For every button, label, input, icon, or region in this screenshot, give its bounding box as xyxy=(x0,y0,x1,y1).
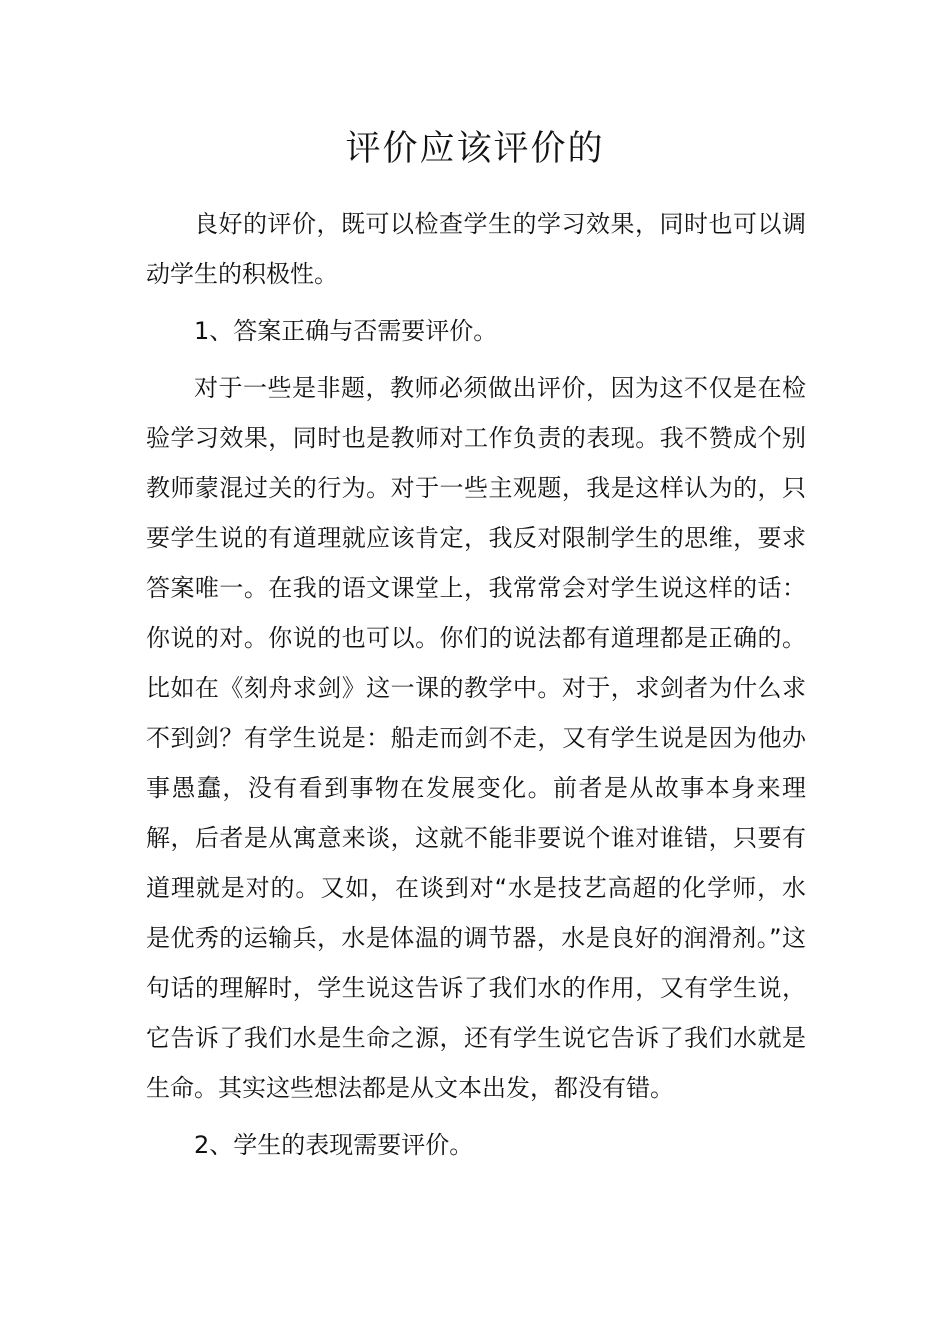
document-title: 评价应该评价的 xyxy=(345,129,605,169)
document-body xyxy=(146,199,806,1177)
paragraph-heading-2: 2、学生的表现需要评价。 xyxy=(194,1131,474,1159)
paragraph-body-1: 对于一些是非题，教师必须做出评价，因为这不仅是在检验学习效果，同时也是教师对工作负责的表现。我不赞成个别教师蒙混过关的行为。对于一些主观题，我是这样认为的，只要学生说的有道理就应该肯定，我反对限制学生的思维，要求答案唯一。在我的语文课堂上，我常常会对学生说这样的话：你说的对。你说的也可以。你们的说法都有道理都是正确的。比如在《刻舟求剑》这一课的教学中。对于，求剑者为什么求不到剑？有学生说是：船走而剑不走，又有学生说是因为他办事愚蠢，没有看到事物在发展变化。前者是从故事本身来理解，后者是从寓意来谈，这就不能非要说个谁对谁错，只要有道理就是对的。又如，在谈到对“水是技艺高超的化学师，水是优秀的运输兵，水是体温的调节器，水是良好的润滑剂。”这句话的理解时，学生说这告诉了我们水的作用，又有学生说，它告诉了我们水是生命之源，还有学生说它告诉了我们水就是生命。其实这些想法都是从文本出发，都没有错。 xyxy=(146,374,806,1102)
paragraph-intro: 良好的评价，既可以检查学生的学习效果，同时也可以调动学生的积极性。 xyxy=(146,210,806,288)
paragraph-heading-1: 1、答案正确与否需要评价。 xyxy=(194,317,498,345)
